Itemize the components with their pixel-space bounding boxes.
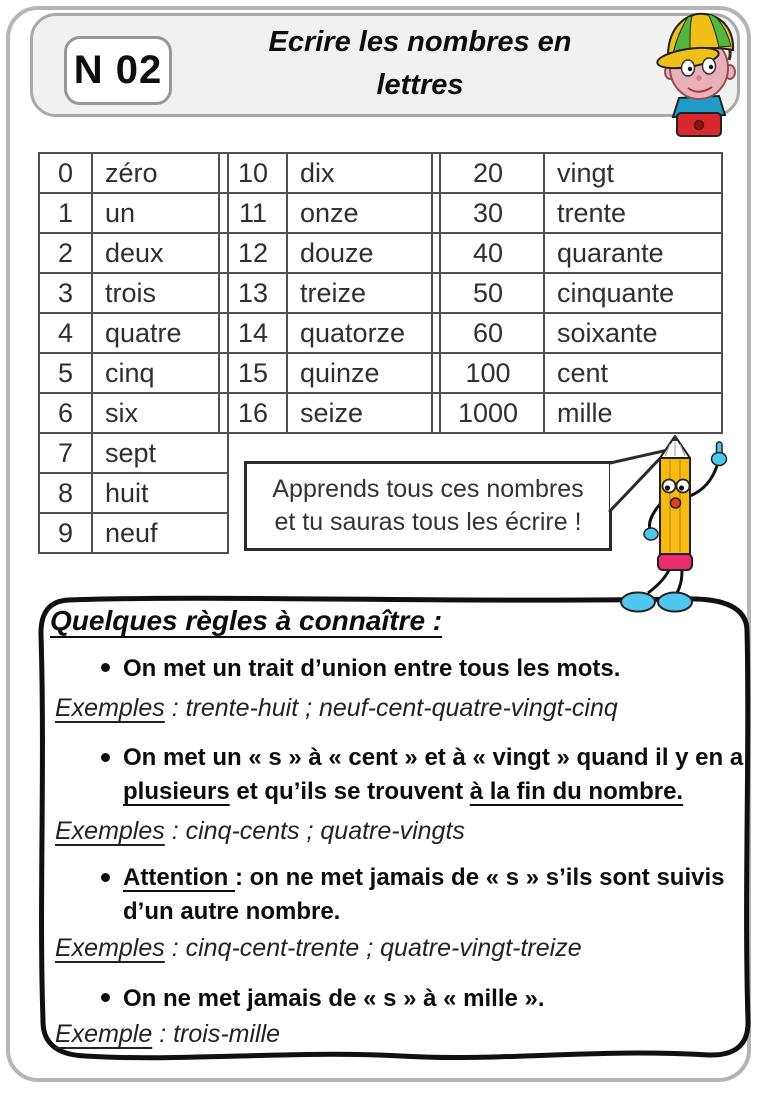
word-cell: seize — [287, 393, 440, 433]
number-cell: 50 — [432, 273, 544, 313]
word-cell: cent — [544, 353, 722, 393]
table-row — [39, 233, 228, 273]
example-line-1 — [55, 694, 618, 723]
number-cell: 6 — [39, 393, 92, 433]
numbers-table-0-9 — [38, 152, 229, 554]
rule-text: On met un trait d’union entre tous les mots. — [123, 655, 621, 682]
rule-text: d’un autre nombre. — [123, 898, 341, 925]
word-cell: six — [92, 393, 228, 433]
rule-line-1 — [123, 741, 743, 775]
word-cell: trois — [92, 273, 228, 313]
example-label: Exemple — [55, 1020, 153, 1048]
example-text: : cinq-cent-trente ; quatre-vingt-treize — [164, 934, 582, 962]
speech-bubble-line-1: Apprends tous ces nombres — [272, 475, 584, 503]
word-cell: treize — [287, 273, 440, 313]
rule-text: et qu’ils se trouvent — [229, 778, 470, 805]
table-row — [39, 513, 228, 553]
table-row — [432, 233, 722, 273]
table-row — [432, 153, 722, 193]
table-row — [219, 193, 440, 233]
example-label: Exemples — [55, 694, 165, 722]
word-cell: deux — [92, 233, 228, 273]
example-text: : trois-mille — [152, 1020, 281, 1048]
table-row — [39, 153, 228, 193]
table-row — [39, 353, 228, 393]
rule-text: : on ne met jamais de « s » s’ils sont suivis — [234, 864, 725, 891]
number-cell: 40 — [432, 233, 544, 273]
rule-line-2 — [123, 775, 743, 809]
number-cell: 0 — [39, 153, 92, 193]
pencil-character-icon — [612, 430, 752, 620]
page-title — [185, 21, 655, 107]
example-text: : cinq-cents ; quatre-vingts — [164, 817, 465, 845]
word-cell: soixante — [544, 313, 722, 353]
number-cell: 11 — [219, 193, 287, 233]
rule-item-1 — [123, 652, 620, 686]
table-row — [432, 353, 722, 393]
word-cell: cinquante — [544, 273, 722, 313]
table-row — [219, 393, 440, 433]
rule-item-4 — [123, 982, 545, 1016]
number-cell: 30 — [432, 193, 544, 233]
number-cell: 100 — [432, 353, 544, 393]
number-cell: 60 — [432, 313, 544, 353]
table-row — [432, 313, 722, 353]
table-row — [219, 353, 440, 393]
number-cell: 10 — [219, 153, 287, 193]
bullet-dot — [101, 873, 110, 882]
table-row — [219, 233, 440, 273]
word-cell: quarante — [544, 233, 722, 273]
example-label: Exemples — [55, 934, 165, 962]
example-line-2 — [55, 817, 465, 846]
table-row — [39, 313, 228, 353]
word-cell: neuf — [92, 513, 228, 553]
word-cell: quatorze — [287, 313, 440, 353]
number-cell: 20 — [432, 153, 544, 193]
table-row — [219, 273, 440, 313]
word-cell: quatre — [92, 313, 228, 353]
table-row — [432, 193, 722, 233]
rule-line-1 — [123, 861, 725, 895]
rules-heading: Quelques règles à connaître : — [50, 605, 443, 636]
table-row — [39, 473, 228, 513]
page-title-line-1: Ecrire les nombres en — [268, 26, 572, 58]
number-cell: 1000 — [432, 393, 544, 433]
number-cell: 4 — [39, 313, 92, 353]
rule-text-underlined: plusieurs — [123, 778, 230, 805]
number-cell: 3 — [39, 273, 92, 313]
number-cell: 9 — [39, 513, 92, 553]
rules-panel — [33, 593, 755, 1071]
number-cell: 14 — [219, 313, 287, 353]
table-row — [39, 193, 228, 233]
word-cell: trente — [544, 193, 722, 233]
word-cell: huit — [92, 473, 228, 513]
numbers-table-10-16 — [218, 152, 441, 434]
number-cell: 7 — [39, 433, 92, 473]
word-cell: onze — [287, 193, 440, 233]
table-row — [432, 393, 722, 433]
rule-item-2 — [123, 741, 743, 809]
number-cell: 15 — [219, 353, 287, 393]
word-cell: vingt — [544, 153, 722, 193]
lesson-number-badge: N 02 — [64, 36, 172, 105]
bullet-dot — [101, 993, 110, 1002]
number-cell: 5 — [39, 353, 92, 393]
table-row — [39, 393, 228, 433]
page-title-line-2: lettres — [376, 69, 464, 101]
example-line-4 — [55, 1020, 280, 1049]
table-row — [219, 153, 440, 193]
rule-text: On ne met jamais de « s » à « mille ». — [123, 985, 545, 1012]
number-cell: 13 — [219, 273, 287, 313]
numbers-table-20-1000 — [431, 152, 723, 434]
word-cell: douze — [287, 233, 440, 273]
bullet-dot — [101, 753, 110, 762]
example-line-3 — [55, 934, 582, 963]
rule-line-2 — [123, 895, 725, 929]
word-cell: cinq — [92, 353, 228, 393]
word-cell: dix — [287, 153, 440, 193]
rule-text-underlined: à la fin du nombre. — [469, 778, 684, 805]
table-row — [219, 313, 440, 353]
word-cell: mille — [544, 393, 722, 433]
speech-bubble-line-2: et tu sauras tous les écrire ! — [274, 508, 582, 536]
speech-bubble — [244, 461, 612, 551]
number-cell: 12 — [219, 233, 287, 273]
word-cell: quinze — [287, 353, 440, 393]
number-cell: 1 — [39, 193, 92, 233]
word-cell: zéro — [92, 153, 228, 193]
example-label: Exemples — [55, 817, 165, 845]
boy-with-cap-icon — [646, 2, 756, 138]
rule-text-underlined: Attention — [123, 864, 235, 891]
number-cell: 2 — [39, 233, 92, 273]
number-cell: 16 — [219, 393, 287, 433]
table-row — [39, 273, 228, 313]
table-row — [432, 273, 722, 313]
word-cell: sept — [92, 433, 228, 473]
bullet-dot — [101, 663, 110, 672]
rule-text: On met un « s » à « cent » et à « vingt » quand il y en a — [123, 744, 744, 771]
number-cell: 8 — [39, 473, 92, 513]
rule-item-3 — [123, 861, 725, 929]
table-row — [39, 433, 228, 473]
example-text: : trente-huit ; neuf-cent-quatre-vingt-cinq — [164, 694, 618, 722]
word-cell: un — [92, 193, 228, 233]
